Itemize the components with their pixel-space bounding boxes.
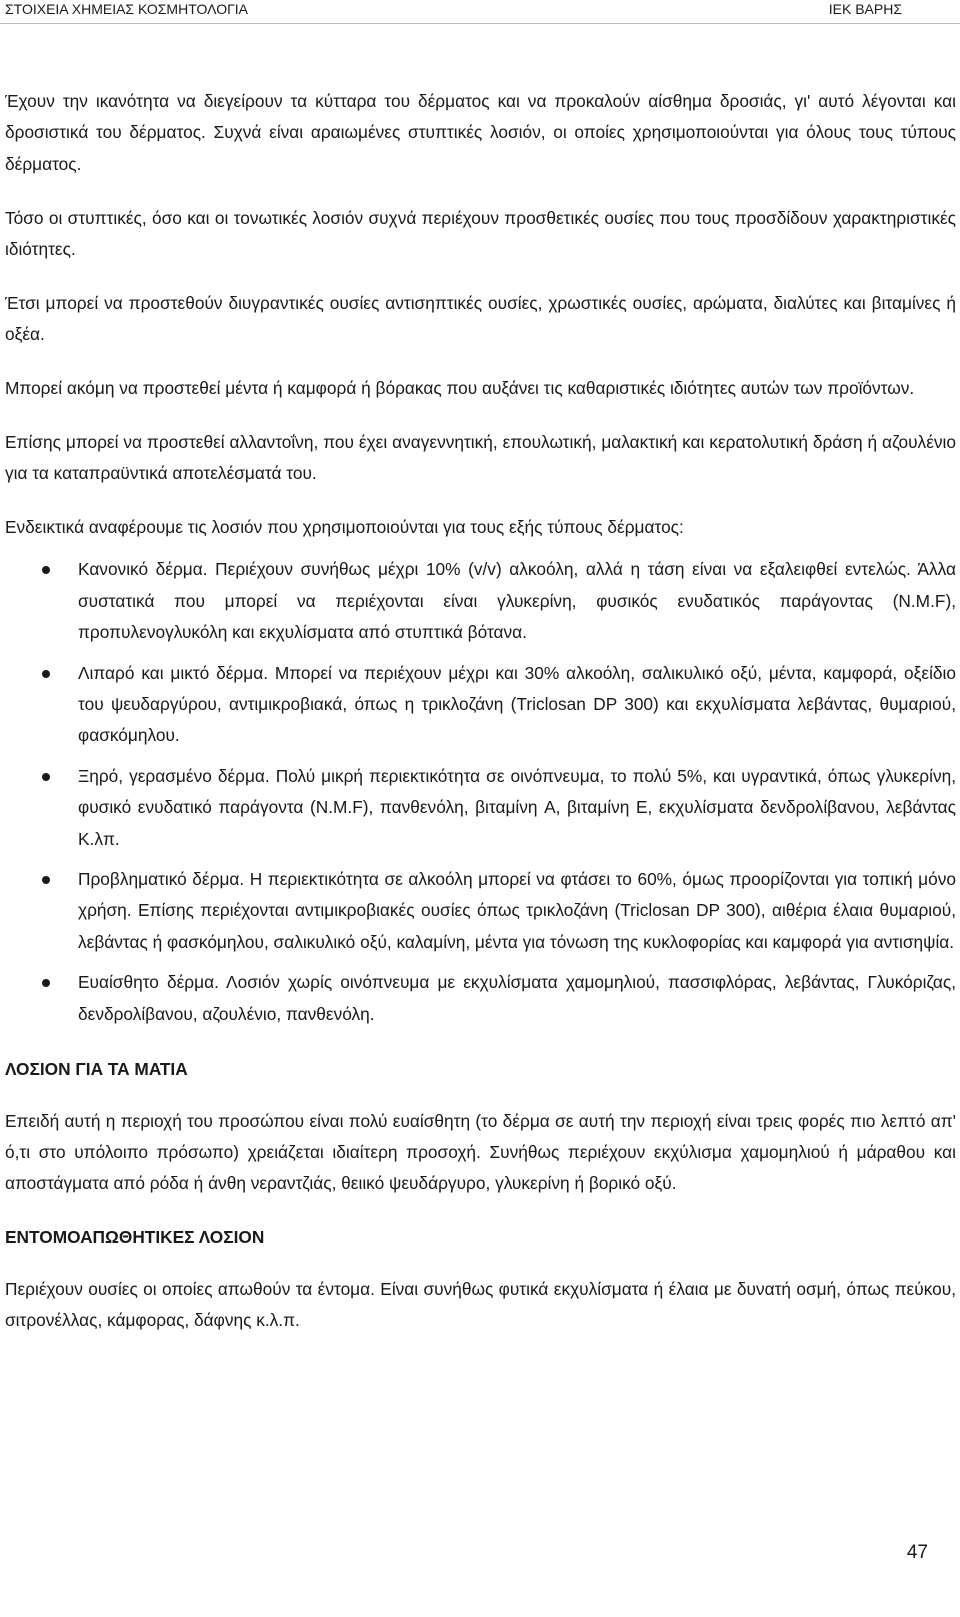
bullet-icon [42,773,50,781]
document-body [5,86,956,1359]
list-item [5,864,956,958]
bullet-icon [42,670,50,678]
header-institution: ΙΕΚ ΒΑΡΗΣ [828,1,902,17]
list-item [5,554,956,648]
paragraph-additives: Τόσο οι στυπτικές, όσο και οι τονωτικές λοσιόν συχνά περιέχουν προσθετικές ουσίες που τους προσδίδουν χαρακτηριστικές ιδιότητες. [5,207,956,260]
paragraph-refreshing-lotions: Έχουν την ικανότητα να διεγείρουν τα κύτταρα του δέρματος και να προκαλούν αίσθημα δροσιάς, γι' αυτό λέγονται και δροσιστικά του δέρματος. Συχνά είναι αραιωμένες στυπτικές λοσιόν, οι οποίες χρησιμοποιούνται για όλους τους τύπους δέρματος. [5,91,956,174]
eye-lotion-paragraph: Επειδή αυτή η περιοχή του προσώπου είναι πολύ ευαίσθητη (το δέρμα σε αυτή την περιοχή είναι τρεις φορές πιο λεπτό απ' ό,τι στο υπόλοιπο πρόσωπο) χρειάζεται ιδιαίτερη προσοχή. Συνήθως περιέχουν εκχύλισμα χαμομηλιού ή μάραθου και αποστάγματα από ρόδα ή άνθη νεραντζιάς, θειικό ψευδάργυρο, γλυκερίνη ή βορικό οξύ. [5,1110,956,1194]
list-item-text: Ευαίσθητο δέρμα. Λοσιόν χωρίς οινόπνευμα με εκχυλίσματα χαμομηλιού, πασσιφλόρας, λεβάντας, Γλυκόριζας, δενδρολίβανου, αζουλένιο, πανθενόλη. [78,972,956,1024]
page-header [0,0,960,20]
page-number: 47 [906,1542,928,1563]
skin-type-list [5,554,956,1030]
bullet-icon [42,566,50,574]
paragraph-skin-types-intro: Ενδεικτικά αναφέρουμε τις λοσιόν που χρησιμοποιούνται για τους εξής τύπους δέρματος: [5,517,684,538]
paragraph-menthol-camphor: Μπορεί ακόμη να προστεθεί μέντα ή καμφορά ή βόρακας που αυξάνει τις καθαριστικές ιδιότητες αυτών των προϊόντων. [5,378,915,399]
paragraph-additive-types: Έτσι μπορεί να προστεθούν διυγραντικές ουσίες αντισηπτικές ουσίες, χρωστικές ουσίες, αρώματα, διαλύτες και βιταμίνες ή οξέα. [5,292,956,345]
list-item [5,658,956,752]
list-item [5,761,956,855]
insect-lotion-heading: ΕΝΤΟΜΟΑΠΩΘΗΤΙΚΕΣ ΛΟΣΙΟΝ [5,1227,265,1248]
list-item [5,967,956,1030]
list-item-text: Προβληματικό δέρμα. Η περιεκτικότητα σε αλκοόλη μπορεί να φτάσει το 60%, όμως προορίζονται για τοπική μόνο χρήση. Επίσης περιέχονται αντιμικροβιακές ουσίες όπως τρικλοζάνη (Triclosan DP 300), αιθέρια έλαια θυμαριού, λεβάντας ή φασκόμηλου, σαλικυλικό οξύ, καλαμίνη, μέντα για τόνωση της κυκλοφορίας και καμφορά για αντισηψία. [78,869,956,952]
paragraph-allantoin: Επίσης μπορεί να προστεθεί αλλαντοΐνη, που έχει αναγεννητική, επουλωτική, μαλακτική και κερατολυτική δράση ή αζουλένιο για τα καταπραϋντικά αποτελέσματά του. [5,431,956,484]
list-item-text: Ξηρό, γερασμένο δέρμα. Πολύ μικρή περιεκτικότητα σε οινόπνευμα, το πολύ 5%, και υγραντικά, όπως γλυκερίνη, φυσικό ενυδατικό παράγοντα (N.M.F), πανθενόλη, βιταμίνη A, βιταμίνη Ε, εκχυλίσματα δενδρολίβανου, λεβάντας Κ.λπ. [78,765,956,849]
list-item-text: Κανονικό δέρμα. Περιέχουν συνήθως μέχρι 10% (v/v) αλκοόλη, αλλά η τάση είναι να εξαλειφθεί εντελώς. Άλλα συστατικά που μπορεί να περιέχονται είναι γλυκερίνη, φυσικός ενυδατικός παράγοντας (N.M.F), προπυλενογλυκόλη και εκχυλίσματα από στυπτικά βότανα. [78,559,956,643]
header-rule [0,23,960,24]
bullet-icon [42,876,50,884]
list-item-text: Λιπαρό και μικτό δέρμα. Μπορεί να περιέχουν μέχρι και 30% αλκοόλη, σαλικυλικό οξύ, μέντα, καμφορά, οξείδιο του ψευδαργύρου, αντιμικροβιακά, όπως η τρικλοζάνη (Triclosan DP 300) και εκχυλίσματα λεβάντας, θυμαριού, φασκόμηλου. [78,662,956,746]
bullet-icon [42,979,50,987]
insect-lotion-paragraph: Περιέχουν ουσίες οι οποίες απωθούν τα έντομα. Είναι συνήθως φυτικά εκχυλίσματα ή έλαια με δυνατή οσμή, όπως πεύκου, σιτρονέλλας, κάμφορας, δάφνης κ.λ.π. [5,1278,956,1330]
header-course-title: ΣΤΟΙΧΕΙΑ ΧΗΜΕΙΑΣ ΚΟΣΜΗΤΟΛΟΓΙΑ [5,1,249,17]
eye-lotion-heading: ΛΟΣΙΟΝ ΓΙΑ ΤΑ ΜΑΤΙΑ [5,1059,188,1080]
